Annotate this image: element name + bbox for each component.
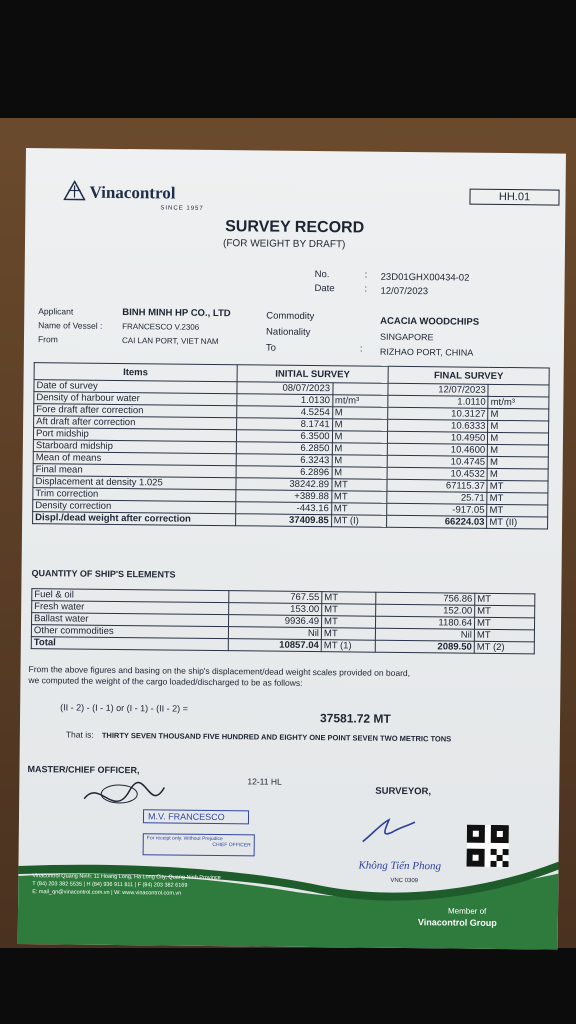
row-item: Density correction (33, 500, 236, 514)
header-initial: INITIAL SURVEY (237, 365, 388, 384)
row-item: Displacement at density 1.025 (33, 476, 236, 490)
row-initial-value: 4.5254 (236, 406, 332, 419)
row-final-value: 66224.03 (387, 515, 487, 528)
master-label: MASTER/CHIEF OFFICER, (27, 764, 140, 776)
row-initial-value: 6.3500 (236, 430, 332, 443)
row-final-unit: M (488, 420, 549, 433)
row-initial-value: 08/07/2023 (237, 382, 333, 395)
row-final-value: 10.4532 (387, 467, 487, 480)
elements-title: QUANTITY OF SHIP'S ELEMENTS (31, 568, 176, 580)
row-final-value: 25.71 (387, 491, 487, 504)
row-initial-value: 38242.89 (236, 478, 332, 491)
row-item: Displ./dead weight after correction (33, 512, 236, 526)
row-initial-value: 6.3243 (236, 454, 332, 467)
row-initial-unit: M (332, 455, 388, 468)
row-item: Aft draft after correction (34, 416, 237, 430)
footer-band-icon (18, 848, 559, 950)
formula: (II - 2) - (I - 1) or (I - 1) - (II - 2) = (60, 702, 188, 714)
document-title: SURVEY RECORD (225, 218, 365, 237)
row-final-unit: MT (487, 504, 548, 517)
row-final-unit: M (487, 456, 548, 469)
from-value: CAI LAN PORT, VIET NAM (121, 336, 219, 347)
row-initial-unit: M (332, 443, 388, 456)
row-final-value: 756.86 (376, 592, 475, 605)
row-initial-value: 153.00 (228, 603, 321, 616)
row-initial-unit: MT (322, 616, 376, 629)
row-final-unit: M (487, 468, 548, 481)
row-initial-value: 10857.04 (228, 639, 321, 652)
nationality-label: Nationality (266, 326, 311, 338)
vessel-value: FRANCESCO V.2306 (122, 322, 200, 332)
row-initial-value: 6.2850 (236, 442, 332, 455)
row-final-value: 12/07/2023 (388, 383, 488, 396)
result-value: 37581.72 MT (319, 711, 391, 726)
applicant-label: Applicant (38, 306, 74, 317)
nationality-value: SINGAPORE (379, 331, 434, 343)
row-final-unit: M (488, 408, 549, 421)
row-final-value: 10.3127 (388, 407, 488, 420)
row-final-value: 2089.50 (375, 640, 474, 653)
row-initial-unit: mt/m³ (332, 395, 388, 408)
survey-document: Vinacontrol SINCE 1957 HH.01 SURVEY RECORD (FOR WEIGHT BY DRAFT) No. : 23D01GHX00434-02 Date : 12/07/2023 Applicant BINH MINH HP CO., LTD Name of Vessel : FRANCESCO V.2306 From CAI LAN PORT, VIET NAM Commodity ACACIA WOODCHIPS Nationality SINGAPORE To : RIZHAO PORT, CHINA Items INITIAL SURVEY FINAL SURVEY Date of survey 08/07/2023 12/07/2023 Density of harbour water 1.0130 mt/m³ 1.0110 mt/m³ Fore draft after correction 4.5254 M 10.3127 M Aft draft after correction 8.1741 M 10.6333 M Port midship 6.3500 M 10.4950 M Starboard midship 6.2850 M 10.4600 M Mean of means 6.3243 M 10.4745 M Final mean 6.2896 M 10.4532 M Displacement at density 1.025 38242.89 MT 67115.37 MT Trim correction +389.88 MT 25.71 MT Density correction -443.16 MT -917.05 MT Displ./dead weight after correction 37409.85 MT (I) 66224.03 MT (II) QUANTITY OF SHIP'S ELEMENTS Fuel & oil 767.55 MT 756.86 MT Fresh water 153.00 MT 152.00 MT Ballast water 9936.49 MT 1180.64 MT Other commodities Nil MT Nil MT Total 10857.04 MT (1) 2089.50 MT (2) From the above figures and basing on the ship's displacement/dead weight scales provided on board, we computed the weight of the cargo loaded/discharged to be as follows: (II - 2) - (I - 1) or (I - 1) - (II - 2) = 37581.72 MT That is: THIRTY SEVEN THOUSAND FIVE HUNDRED AND EIGHTY ONE POINT SEVEN TWO METRIC TONS MASTER/CHIEF OFFICER, 12-11 HL SURVEYOR, M.V. FRANCESCO For receipt only. Without Prejudice CHIEF OFFICER Không Tiến Phong VNC 0309 Vinacontrol Quang Ninh: 11 Hoang Long, Ha Long City, Quang Ninh Province T (84) 203 382 5535 | H (84) 936 911 811 | F (84) 203 382 6169 E: mail_qn@vinacontrol.com.vn | W: www.vinacontrol.com.vn Member of Vinacontrol Group (18, 148, 566, 950)
row-final-unit: MT (487, 492, 548, 505)
row-initial-value: 9936.49 (228, 615, 321, 628)
row-initial-value: -443.16 (235, 502, 331, 515)
row-initial-value: 8.1741 (236, 418, 332, 431)
applicant-value: BINH MINH HP CO., LTD (122, 307, 231, 320)
brand-name: Vinacontrol (89, 182, 176, 203)
to-label: To (265, 342, 277, 354)
no-value: 23D01GHX00434-02 (380, 271, 470, 284)
row-final-unit: MT (475, 593, 535, 606)
chief-stamp-role: CHIEF OFFICER (212, 841, 251, 849)
row-final-unit: MT (487, 480, 548, 493)
signed-time: 12-11 HL (247, 776, 282, 787)
row-initial-unit: MT (331, 491, 387, 504)
no-label: No. (314, 269, 330, 281)
row-initial-unit: M (332, 407, 388, 420)
row-item: Other commodities (31, 625, 228, 639)
commodity-value: ACACIA WOODCHIPS (380, 315, 480, 328)
row-initial-unit: M (332, 419, 388, 432)
date-label: Date (314, 283, 335, 295)
row-final-unit: MT (2) (474, 641, 534, 654)
elements-table (31, 588, 536, 654)
row-final-value: 10.4600 (387, 443, 487, 456)
note-line-2: we computed the weight of the cargo loaded/discharged to be as follows: (28, 675, 303, 688)
row-final-value: 10.4745 (387, 455, 487, 468)
date-value: 12/07/2023 (380, 285, 429, 298)
surveyor-name: Không Tiến Phong (358, 859, 442, 873)
row-final-unit (488, 384, 549, 397)
chief-stamp-note: For receipt only. Without Prejudice (146, 835, 223, 843)
row-item: Fuel & oil (32, 589, 229, 603)
row-initial-unit: MT (I) (331, 515, 387, 528)
vessel-label: Name of Vessel : (38, 320, 103, 331)
row-initial-unit: MT (331, 503, 387, 516)
row-final-value: Nil (376, 628, 475, 641)
row-final-value: -917.05 (387, 503, 487, 516)
row-item: Fore draft after correction (34, 404, 237, 418)
note-line-1: From the above figures and basing on the ship's displacement/dead weight scales provided on board, (28, 664, 411, 679)
row-initial-value: +389.88 (236, 490, 332, 503)
surveyor-code: VNC 0309 (390, 877, 419, 885)
row-final-unit: M (488, 432, 549, 445)
member-group: Vinacontrol Group (417, 917, 497, 928)
row-item: Final mean (33, 464, 236, 478)
row-final-unit: MT (474, 629, 534, 642)
row-item: Ballast water (32, 613, 229, 627)
surveyor-label: SURVEYOR, (375, 785, 432, 798)
row-final-unit: M (488, 444, 549, 457)
row-initial-value: 6.2896 (236, 466, 332, 479)
to-value: RIZHAO PORT, CHINA (379, 346, 474, 358)
row-final-value: 10.4950 (387, 431, 487, 444)
vessel-stamp-name: M.V. FRANCESCO (147, 811, 225, 823)
row-initial-value: Nil (228, 627, 321, 640)
row-final-value: 1.0110 (388, 395, 488, 408)
words-label: That is: (65, 729, 94, 740)
vinacontrol-logo-icon (63, 180, 85, 200)
from-label: From (37, 334, 58, 345)
row-initial-value: 767.55 (229, 591, 322, 604)
row-final-value: 1180.64 (376, 616, 475, 629)
vessel-stamp (143, 809, 249, 824)
row-initial-value: 37409.85 (235, 514, 331, 527)
header-items: Items (34, 363, 237, 382)
row-initial-unit (332, 383, 388, 396)
row-initial-unit: M (332, 467, 388, 480)
row-initial-unit: MT (322, 604, 376, 617)
row-final-value: 67115.37 (387, 479, 487, 492)
row-initial-value: 1.0130 (237, 394, 333, 407)
row-item: Total (31, 637, 228, 651)
row-initial-unit: MT (1) (321, 640, 375, 653)
row-initial-unit: MT (331, 479, 387, 492)
form-code: HH.01 (469, 189, 559, 206)
header-final: FINAL SURVEY (388, 366, 549, 385)
footer-line-3: E: mail_qn@vinacontrol.com.vn | W: www.vinacontrol.com.vn (32, 889, 182, 897)
amount-in-words: THIRTY SEVEN THOUSAND FIVE HUNDRED AND EIGHTY ONE POINT SEVEN TWO METRIC TONS (101, 730, 452, 744)
row-final-unit: mt/m³ (488, 396, 549, 409)
row-item: Trim correction (33, 488, 236, 502)
surveyor-signature-icon (359, 812, 419, 849)
row-final-unit: MT (II) (487, 516, 548, 529)
row-final-unit: MT (474, 617, 534, 630)
row-item: Starboard midship (33, 440, 236, 454)
row-item: Density of harbour water (34, 392, 237, 406)
footer-line-2: T (84) 203 382 5535 | H (84) 936 911 811 | F (84) 203 382 6169 (32, 881, 188, 889)
footer-address (32, 872, 221, 898)
footer-line-1: Vinacontrol Quang Ninh: 11 Hoang Long, Ha Long City, Quang Ninh Province (32, 873, 221, 882)
row-final-unit: MT (475, 605, 535, 618)
row-final-value: 10.6333 (388, 419, 488, 432)
row-item: Mean of means (33, 452, 236, 466)
row-initial-unit: M (332, 431, 388, 444)
brand-since: SINCE 1957 (160, 205, 204, 212)
commodity-label: Commodity (266, 310, 315, 323)
row-final-value: 152.00 (376, 604, 475, 617)
row-initial-unit: MT (322, 592, 376, 605)
row-item: Port midship (33, 428, 236, 442)
survey-table (32, 362, 550, 529)
row-item: Fresh water (32, 601, 229, 615)
document-subtitle: (FOR WEIGHT BY DRAFT) (222, 238, 346, 251)
row-initial-unit: MT (321, 628, 375, 641)
row-item: Date of survey (34, 380, 237, 394)
member-label: Member of (447, 906, 487, 916)
